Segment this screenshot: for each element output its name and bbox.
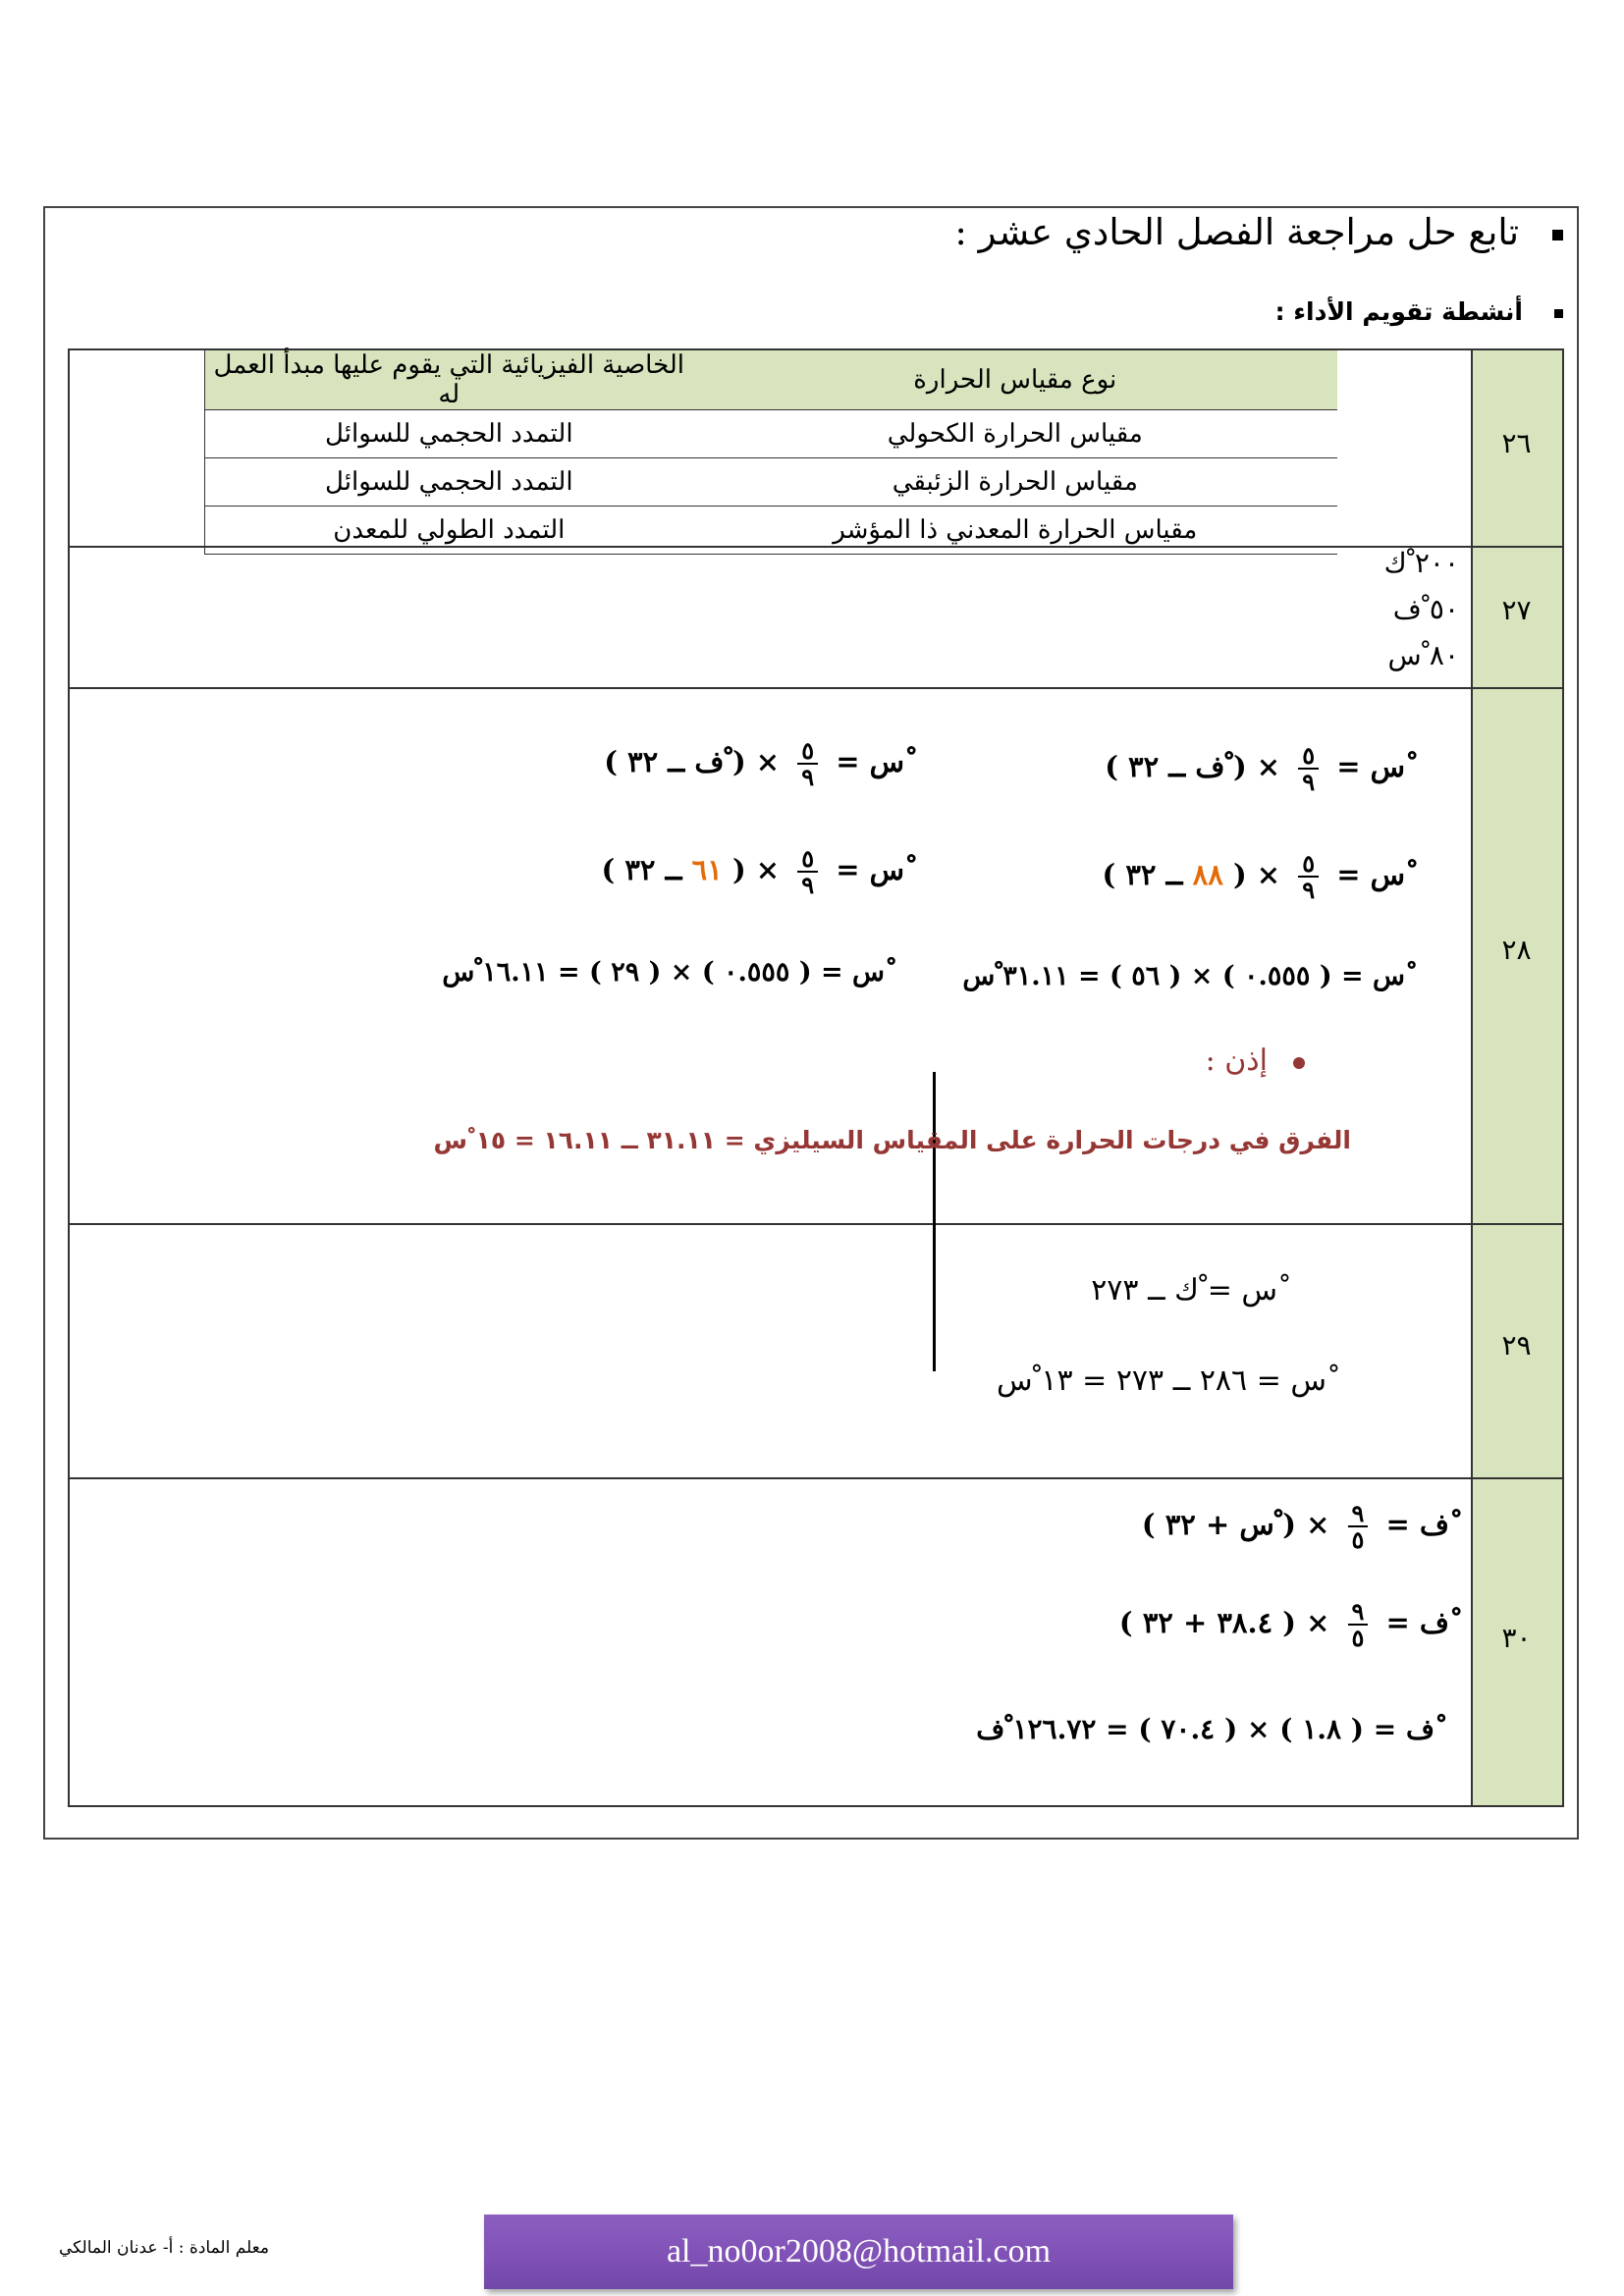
square-bullet-icon	[1552, 230, 1563, 240]
physical-property-cell: التمدد الطولي للمعدن	[205, 507, 693, 555]
q28-left-formula: ْس = $\frac{٥}{٩}$ × ( ْف ــ ٣٢ )	[604, 736, 904, 792]
page-title: تابع حل مراجعة الفصل الحادي عشر :	[954, 211, 1563, 253]
q30-result: ْف = ( ١.٨ ) × ( ٧٠.٤ ) = ١٢٦.٧٢ ْف	[976, 1713, 1435, 1745]
column-divider	[933, 1072, 936, 1371]
q29-formula: ْس = ْك ــ ٢٧٣	[1091, 1273, 1277, 1308]
physical-property-cell: التمدد الحجمي للسوائل	[205, 458, 693, 507]
q28-right-substitution: ْس = $\frac{٥}{٩}$ × ( ٨٨ ــ ٣٢ )	[1102, 849, 1405, 905]
fraction: $\frac{٥}{٩}$	[1298, 851, 1319, 902]
physical-property-cell: التمدد الحجمي للسوائل	[205, 410, 693, 458]
thermometer-type-cell: مقياس الحرارة الزئبقي	[693, 458, 1337, 507]
q28-conclusion: الفرق في درجات الحرارة على المقياس السيليزي = ٣١.١١ ــ ١٦.١١ = ١٥ ْس	[433, 1126, 1351, 1154]
email-address[interactable]: al_no0or2008@hotmail.com	[666, 2233, 1052, 2269]
question-number-27: ٢٧	[1501, 594, 1532, 626]
answer-kelvin: ٢٠٠ ْك	[1383, 547, 1459, 579]
fraction: $\frac{٥}{٩}$	[797, 846, 818, 897]
q30-substitution: ْف = $\frac{٩}{٥}$ × ( ٣٨.٤ + ٣٢ )	[1118, 1597, 1449, 1653]
q29-result: ْس = ٢٨٦ ــ ٢٧٣ = ١٣ ْس	[996, 1363, 1326, 1398]
fraction: $\frac{٩}{٥}$	[1348, 1599, 1369, 1650]
section-subtitle: أنشطة تقويم الأداء :	[1275, 297, 1563, 326]
q28-right-formula: ْس = $\frac{٥}{٩}$ × ( ْف ــ ٣٢ )	[1105, 741, 1405, 797]
email-banner	[484, 2215, 1233, 2289]
question-number-30: ٣٠	[1501, 1622, 1532, 1654]
q28-left-substitution: ْس = $\frac{٥}{٩}$ × ( ٦١ ــ ٣٢ )	[601, 844, 904, 900]
questions-table	[68, 348, 1564, 1807]
q28-right-result: ْس = ( ٠.٥٥٥ ) × ( ٥٦ ) = ٣١.١١ ْس	[962, 961, 1405, 991]
answer-fahrenheit: ٥٠ ْف	[1392, 593, 1459, 625]
fraction: $\frac{٥}{٩}$	[797, 738, 818, 789]
row-divider	[70, 1223, 1562, 1225]
question-number-26: ٢٦	[1501, 427, 1532, 459]
row-divider	[70, 1477, 1562, 1479]
header-thermometer-type: نوع مقياس الحرارة	[693, 350, 1337, 410]
question-number-column	[1471, 350, 1562, 1805]
thermometer-type-cell: مقياس الحرارة الكحولي	[693, 410, 1337, 458]
row-divider	[70, 687, 1562, 689]
fraction: $\frac{٥}{٩}$	[1298, 743, 1319, 794]
question-number-29: ٢٩	[1501, 1329, 1532, 1362]
therefore-label: إذن :	[1205, 1043, 1268, 1078]
answer-celsius: ٨٠ ْس	[1387, 639, 1459, 671]
q30-formula: ْف = $\frac{٩}{٥}$ × ( ْس + ٣٢ )	[1141, 1499, 1449, 1555]
thermometer-type-cell: مقياس الحرارة المعدني ذا المؤشر	[693, 507, 1337, 555]
header-physical-property: الخاصية الفيزيائية التي يقوم عليها مبدأ العمل له	[205, 350, 693, 410]
fraction: $\frac{٩}{٥}$	[1348, 1501, 1369, 1552]
q28-left-result: ْس = ( ٠.٥٥٥ ) × ( ٢٩ ) = ١٦.١١ ْس	[442, 957, 885, 988]
bullet-icon	[1293, 1057, 1305, 1069]
thermometer-table	[204, 350, 1337, 555]
teacher-signature: معلم المادة : أ- عدنان المالكي	[59, 2238, 269, 2258]
square-bullet-icon	[1554, 309, 1563, 318]
question-number-28: ٢٨	[1501, 934, 1532, 966]
